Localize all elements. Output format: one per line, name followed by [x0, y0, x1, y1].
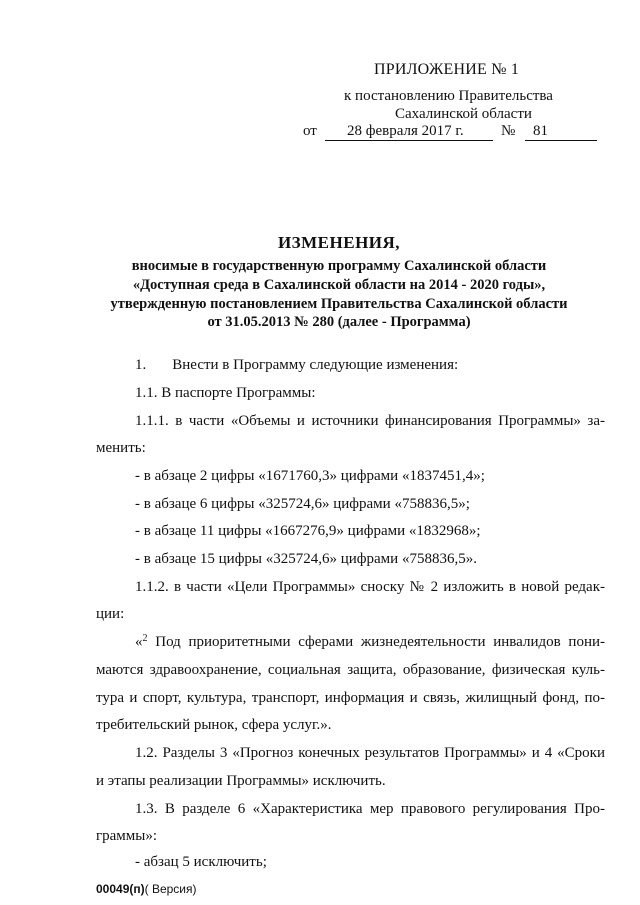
paragraph-1-2-line-b: и этапы реализации Программы» исключить. — [96, 773, 386, 789]
document-footer — [96, 882, 197, 896]
bullet-1: - в абзаце 2 цифры «1671760,3» цифрами «1837451,4»; — [135, 468, 485, 484]
bullet-4: - в абзаце 15 цифры «325724,6» цифрами «758836,5». — [135, 551, 477, 567]
paragraph-1 — [135, 356, 458, 375]
appendix-date-row — [303, 123, 603, 143]
quote-line-b: маются здравоохранение, социальная защита, образование, физическая куль- — [96, 662, 605, 678]
quote-line-a: «$^2$ Под приоритетными сферами жизнедеятельности инвалидов пони- — [135, 633, 605, 650]
paragraph-1-2-line-a: 1.2. Разделы 3 «Прогноз конечных результатов Программы» и 4 «Сроки — [135, 745, 605, 761]
footnote-mark: 2 — [142, 633, 148, 644]
quote-line-d: требительский рынок, сфера услуг.». — [96, 717, 332, 733]
appendix-line-1: к постановлению Правительства — [344, 88, 553, 104]
number-underline — [525, 123, 597, 141]
title-line-4: от 31.05.2013 № 280 (далее - Программа) — [207, 314, 471, 330]
paragraph-1-3-line-c: - абзац 5 исключить; — [135, 854, 267, 870]
quote-line-c: тура и спорт, культура, транспорт, информация и связь, жилищный фонд, по- — [96, 690, 605, 706]
resolution-number: 81 — [533, 123, 548, 139]
paragraph-1-1-1-line-b: менить: — [96, 440, 146, 456]
number-label: № — [501, 123, 516, 139]
paragraph-1-3-line-b: граммы»: — [96, 828, 158, 844]
from-label: от — [303, 123, 317, 139]
date-underline — [325, 123, 493, 141]
title-line-2: «Доступная среда в Сахалинской области на 2014 - 2020 годы», — [132, 277, 546, 293]
appendix-line-2: Сахалинской области — [395, 106, 532, 122]
appendix-title: ПРИЛОЖЕНИЕ № 1 — [374, 61, 520, 78]
resolution-date: 28 февраля 2017 г. — [347, 123, 464, 139]
document-title: ИЗМЕНЕНИЯ, — [277, 233, 401, 252]
paragraph-1-text: Внести в Программу следующие изменения: — [172, 357, 459, 373]
paragraph-1-1-2-line-a: 1.1.2. в части «Цели Программы» сноску № 2 изложить в новой редак- — [135, 579, 605, 595]
paragraph-1-1: 1.1. В паспорте Программы: — [135, 385, 316, 401]
document-code: 00049(п) — [96, 882, 145, 896]
title-line-3: утвержденную постановлением Правительства Сахалинской области — [110, 296, 568, 312]
paragraph-1-3-line-a: 1.3. В разделе 6 «Характеристика мер правового регулирования Про- — [135, 801, 605, 817]
paragraph-1-1-1-line-a: 1.1.1. в части «Объемы и источники финансирования Программы» за- — [135, 413, 605, 429]
title-line-1: вносимые в государственную программу Сахалинской области — [131, 258, 547, 274]
paragraph-1-number: 1. — [135, 357, 147, 373]
bullet-3: - в абзаце 11 цифры «1667276,9» цифрами «1832968»; — [135, 523, 481, 539]
bullet-2: - в абзаце 6 цифры «325724,6» цифрами «758836,5»; — [135, 496, 470, 512]
paragraph-1-1-2-line-b: ции: — [96, 606, 125, 622]
document-version: ( Версия) — [144, 882, 197, 896]
